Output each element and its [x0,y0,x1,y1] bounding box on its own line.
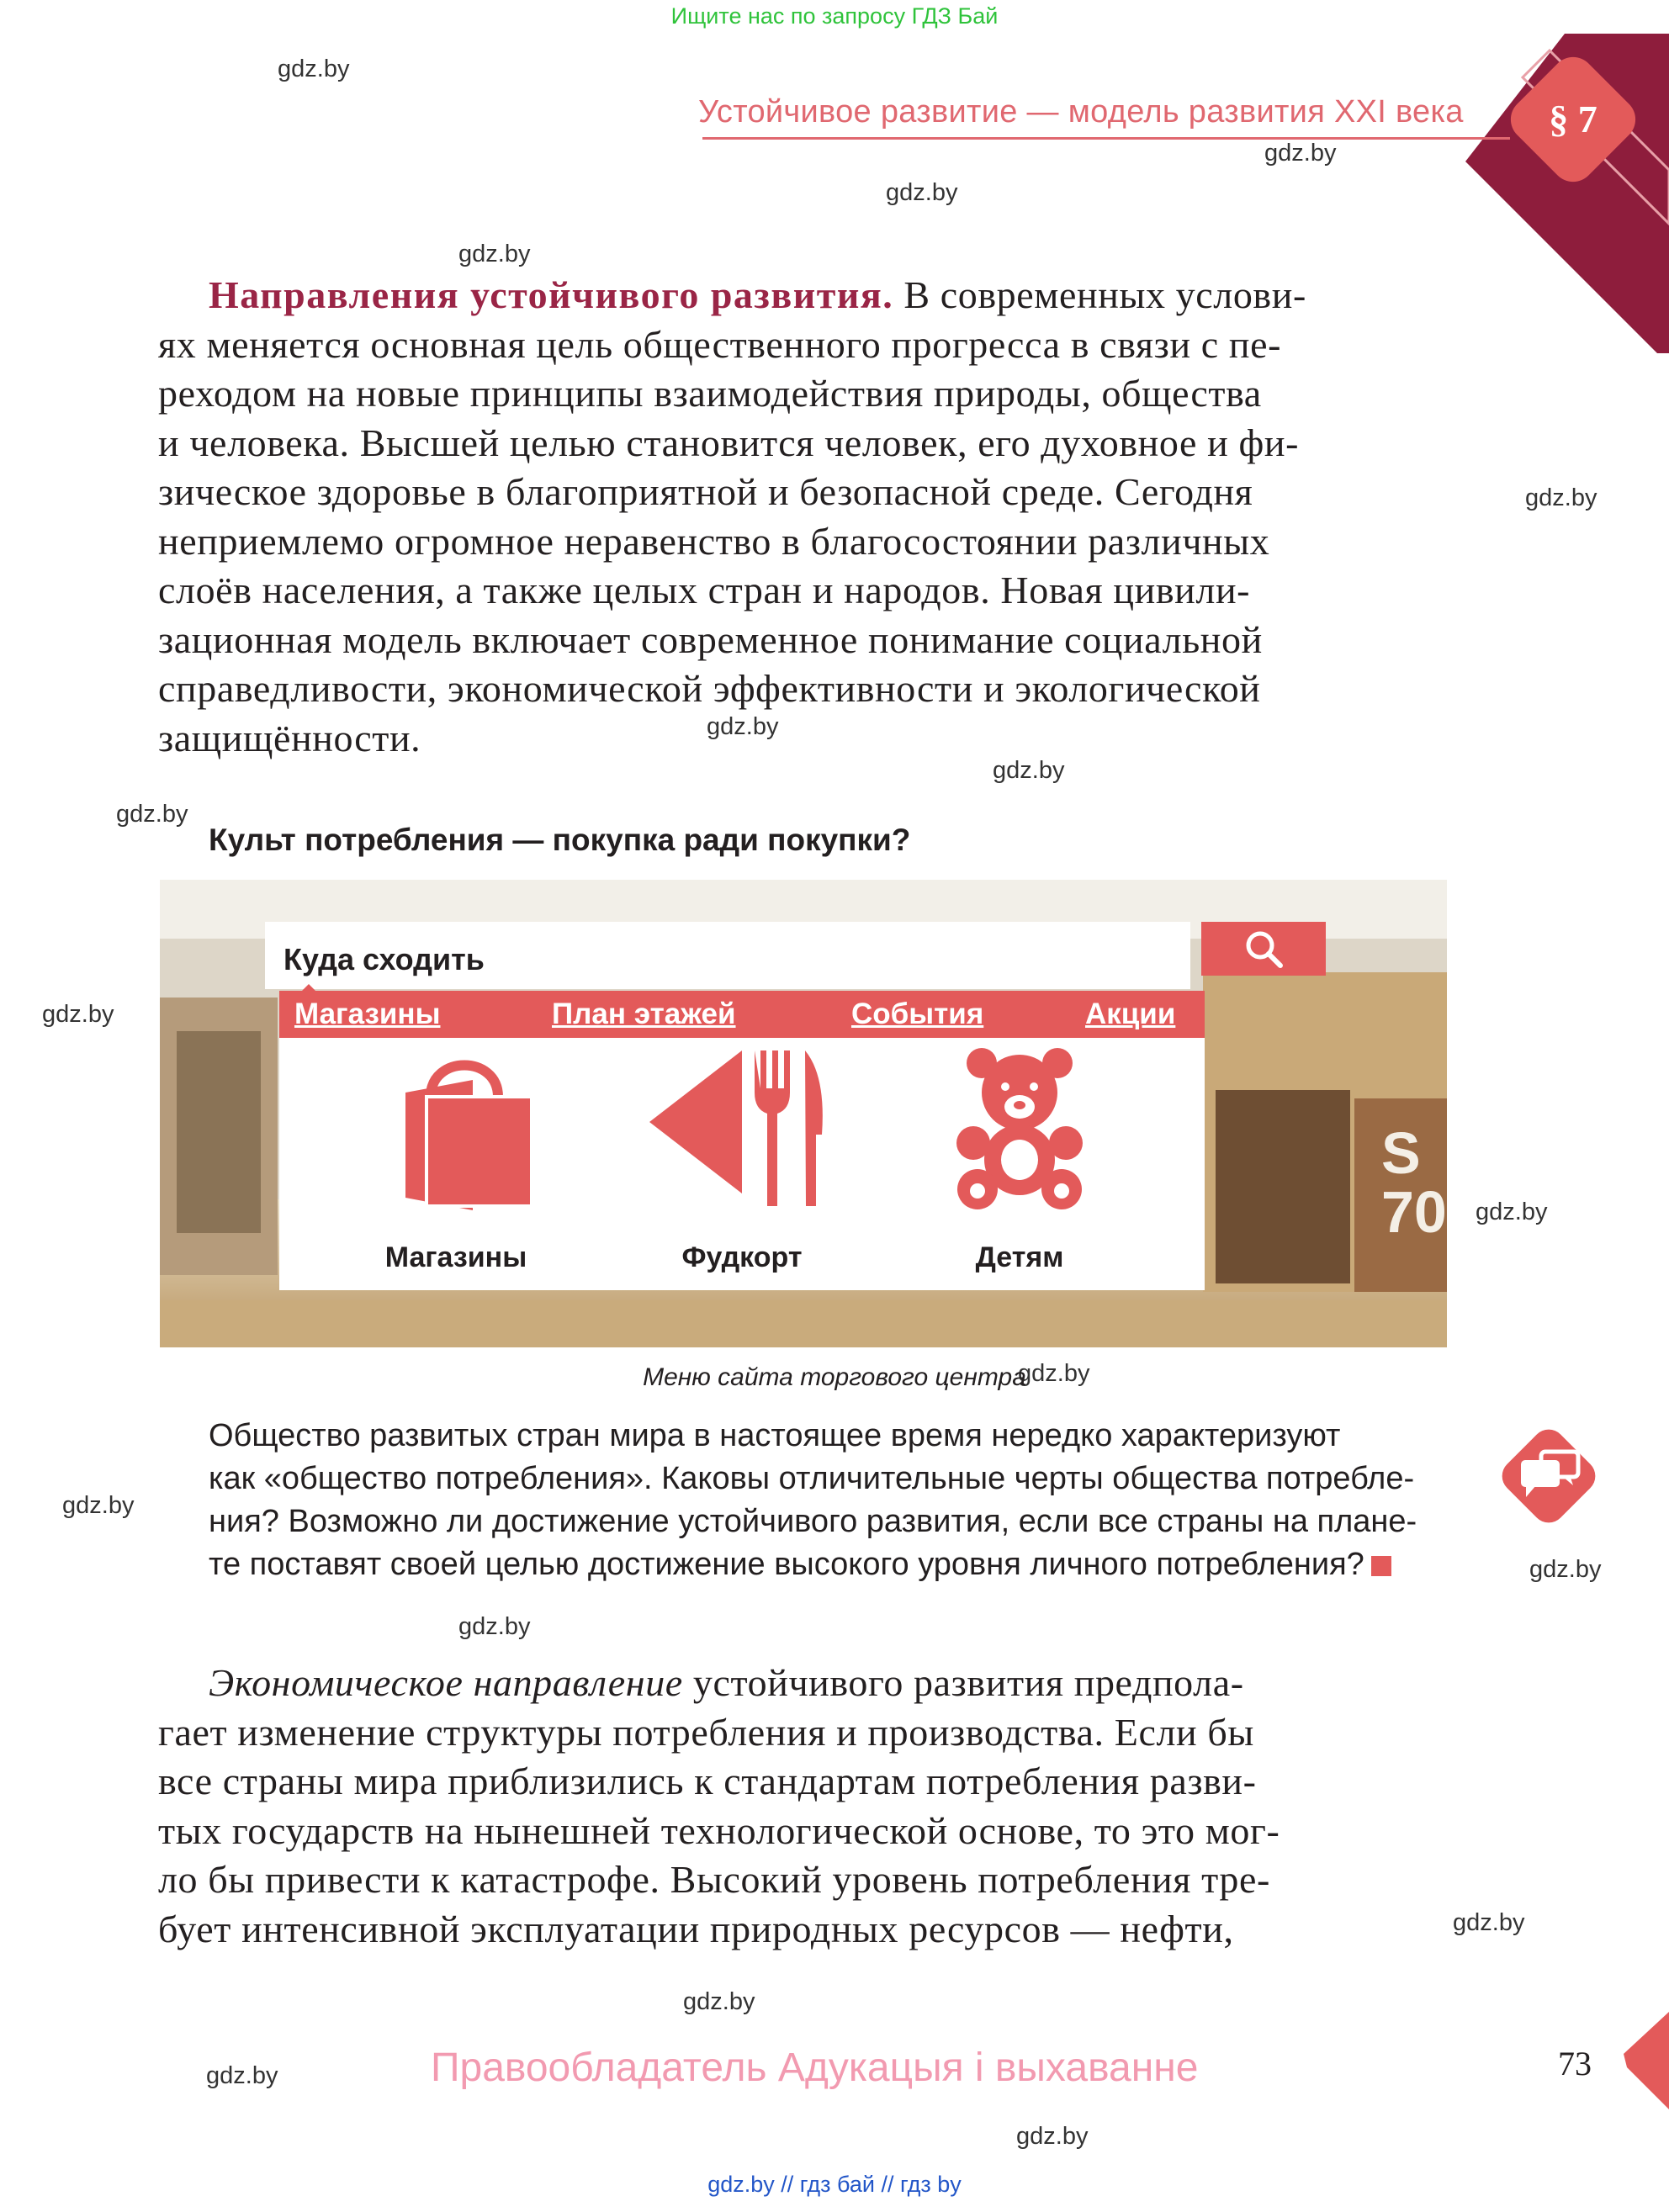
watermark: gdz.by [1016,2123,1089,2150]
running-head-rule [702,137,1510,140]
text-line: тых государств на нынешней технологической основе, то это мог- [158,1808,1280,1852]
text-line: те поставят своей целью достижение высокого уровня личного потребления? [209,1543,1452,1586]
watermark: gdz.by [278,56,350,82]
category-panel [279,1038,1205,1290]
watermark: gdz.by [1476,1199,1548,1225]
nav-link-offers[interactable]: Акции [1085,998,1176,1030]
text-line: все страны мира приблизились к стандартам потребления разви- [158,1760,1257,1802]
text-line: как «общество потребления». Каковы отличительные черты общества потребле- [209,1461,1415,1496]
search-button[interactable] [1201,922,1326,976]
watermark: gdz.by [1525,484,1597,511]
nav-link-events[interactable]: События [851,998,984,1030]
watermark: gdz.by [1453,1909,1525,1936]
text-line: Экономическое направление устойчивого развития предпола- [209,1661,1244,1704]
category-label: Детям [975,1241,1064,1273]
nav-link-stores[interactable]: Магазины [294,998,441,1030]
search-label: Куда сходить [283,942,485,976]
figure-title: Культ потребления — покупка ради покупки? [209,823,911,857]
nav-bar [279,991,1205,1038]
cutlery-icon [649,1050,834,1210]
text-line: неприемлемо огромное неравенство в благосостоянии различных [158,519,1270,563]
watermark: gdz.by [1264,140,1337,167]
mall-photo [160,880,1447,1347]
category-card-kids[interactable] [893,1046,1146,1282]
top-banner: Ищите нас по запросу ГДЗ Бай [670,3,999,29]
copyright-notice: Правообладатель Адукацыя і выхаванне [431,2045,1199,2090]
watermark: gdz.by [886,179,958,206]
watermark: gdz.by [993,757,1065,784]
search-icon [1243,929,1285,971]
category-card-foodcourt[interactable] [616,1046,868,1282]
text-line: зационная модель включает современное понимание социальной [158,617,1263,661]
text-line: ло бы привести к катастрофе. Высокий уровень потребления тре- [158,1858,1270,1901]
discussion-question [209,1415,1452,1586]
text-line: и человека. Высшей целью становится человек, его духовное и фи- [158,421,1300,464]
text-line: зическое здоровье в благоприятной и безопасной среде. Сегодня [158,470,1253,513]
watermark: gdz.by [1529,1556,1602,1583]
end-mark-icon [1371,1556,1391,1576]
watermark: gdz.by [458,241,531,267]
italic-term: Экономическое направление [209,1661,683,1704]
category-label: Магазины [384,1241,527,1273]
text-line: ях меняется основная цель общественного прогресса в связи с пе- [158,322,1282,366]
text-line: Направления устойчивого развития. В современных услови- [209,273,1306,316]
section-economic [158,1659,1449,1954]
store-sign: S 70 [1381,1120,1447,1245]
watermark: gdz.by [458,1613,531,1640]
text-line: слоёв населения, а также целых стран и народов. Новая цивили- [158,569,1251,611]
page-number: 73 [1558,2045,1592,2082]
text-line: гает изменение структуры потребления и производства. Если бы [158,1710,1254,1754]
text-line: реходом на новые принципы взаимодействия природы, общества [158,372,1262,415]
shopping-bag-icon [397,1046,540,1214]
text-line: Общество развитых стран мира в настоящее время нередко характеризуют [209,1418,1341,1453]
watermark: gdz.by [1018,1360,1090,1387]
watermark: gdz.by [42,1001,114,1028]
running-head: Устойчивое развитие — модель развития XXI века [698,94,1464,130]
search-bar[interactable] [265,922,1190,989]
text-line: ния? Возможно ли достижение устойчивого развития, если все страны на плане- [209,1504,1417,1539]
category-label: Фудкорт [681,1241,803,1273]
watermark: gdz.by [683,1988,755,2015]
text-line: справедливости, экономической эффективности и экологической [158,667,1261,710]
section-directions [158,271,1449,763]
discussion-icon [1494,1421,1603,1531]
teddy-bear-icon [948,1046,1091,1214]
watermark: gdz.by [62,1492,135,1519]
text-line: бует интенсивной эксплуатации природных ресурсов — нефти, [158,1907,1234,1950]
paragraph-badge: § 7 [1549,98,1597,140]
figure-caption: Меню сайта торгового центра [643,1363,1026,1391]
watermark: gdz.by [707,713,779,740]
nav-link-floor-plan[interactable]: План этажей [552,998,736,1030]
text-line: защищённости. [158,716,421,759]
watermark: gdz.by [206,2062,278,2089]
category-card-stores[interactable] [330,1046,582,1282]
page-tab-shape [1617,2012,1669,2109]
section-heading: Направления устойчивого развития. [209,273,894,316]
bottom-links[interactable]: gdz.by // гдз бай // гдз by [707,2172,962,2197]
watermark: gdz.by [116,801,188,828]
